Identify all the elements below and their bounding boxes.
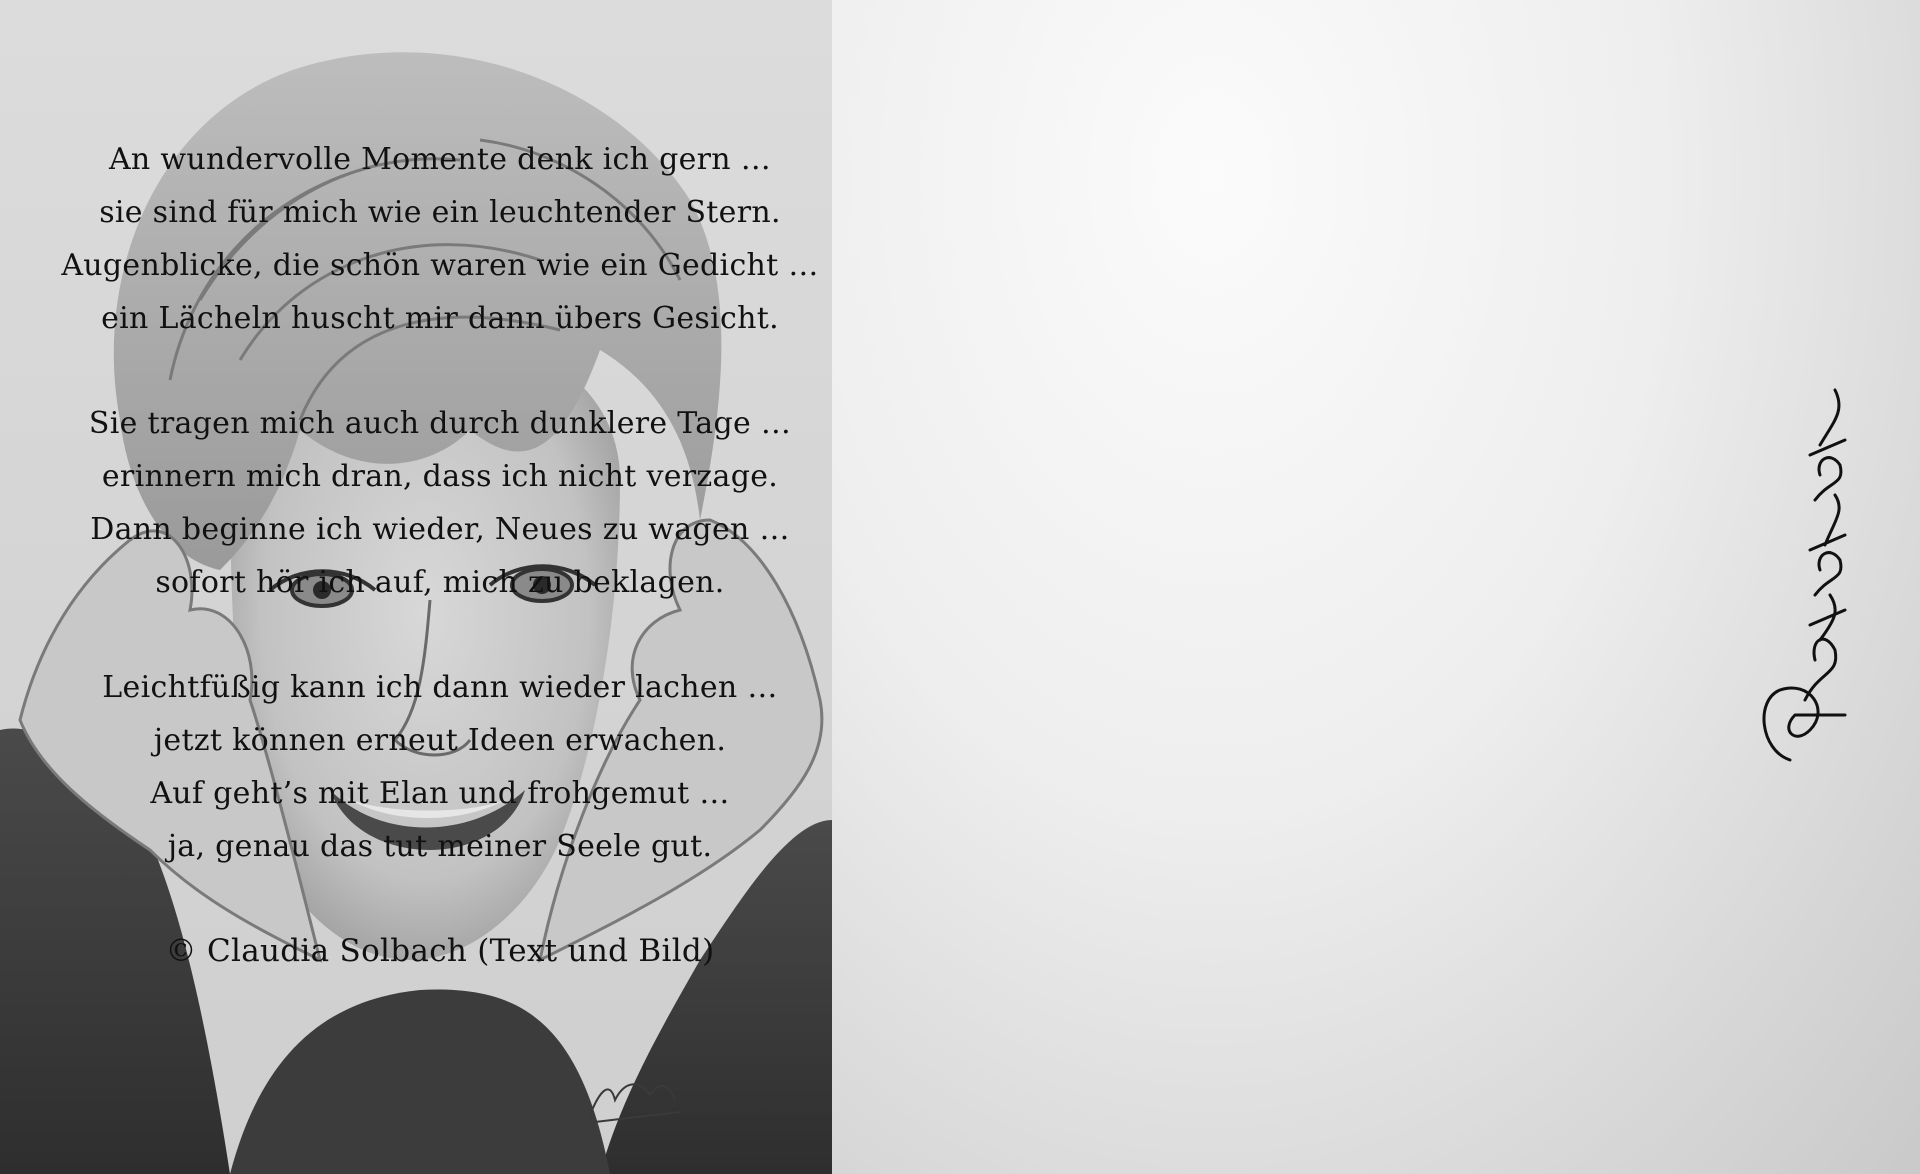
poem-line: ein Lächeln huscht mir dann übers Gesicht.	[101, 301, 779, 336]
gedichtezauber-signature-logo	[1750, 370, 1860, 770]
collar	[230, 990, 610, 1174]
poem-line: ja, genau das tut meiner Seele gut.	[167, 829, 713, 864]
stanza-1	[40, 133, 840, 345]
poem-line: Dann beginne ich wieder, Neues zu wagen …	[90, 512, 790, 547]
poem-line: Leichtfüßig kann ich dann wieder lachen …	[102, 670, 778, 705]
poem-line: Auf geht’s mit Elan und frohgemut …	[150, 776, 730, 811]
poem-line: sie sind für mich wie ein leuchtender Stern.	[99, 195, 781, 230]
poem	[40, 133, 840, 978]
stanza-3	[40, 661, 840, 873]
poem-line: An wundervolle Momente denk ich gern …	[108, 142, 772, 177]
poem-line: Augenblicke, die schön waren wie ein Gedicht …	[61, 248, 819, 283]
copyright-credit: © Claudia Solbach (Text und Bild)	[165, 933, 715, 969]
poem-line: sofort hör ich auf, mich zu beklagen.	[155, 565, 725, 600]
poem-line: erinnern mich dran, dass ich nicht verzage.	[101, 459, 779, 494]
poem-line: jetzt können erneut Ideen erwachen.	[153, 723, 727, 758]
poem-line: Sie tragen mich auch durch dunklere Tage …	[88, 406, 792, 441]
stanza-2	[40, 397, 840, 609]
